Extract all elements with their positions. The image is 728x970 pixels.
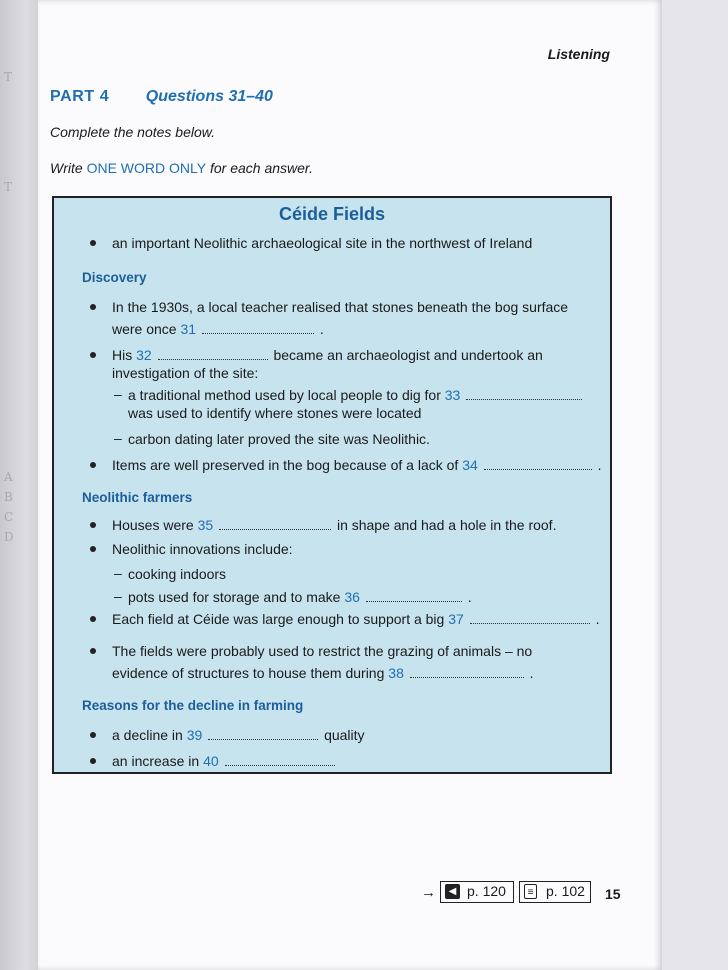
note-line-3b: was used to identify where stones were located bbox=[128, 405, 422, 421]
answer-gap-32[interactable] bbox=[158, 347, 268, 360]
bullet-icon bbox=[90, 732, 96, 738]
transcript-page-ref: p. 102 bbox=[546, 883, 585, 899]
note-line-7: Neolithic innovations include: bbox=[112, 541, 293, 557]
text: quality bbox=[324, 727, 365, 743]
question-number-38: 38 bbox=[388, 665, 404, 681]
answer-gap-34[interactable] bbox=[484, 457, 592, 470]
note-line-q36 bbox=[128, 588, 472, 606]
note-line-4: carbon dating later proved the site was Neolithic. bbox=[128, 431, 430, 447]
text: His bbox=[112, 347, 133, 363]
instruction-word-limit bbox=[50, 160, 313, 176]
question-number-36: 36 bbox=[344, 589, 360, 605]
section-farmers: Neolithic farmers bbox=[82, 490, 193, 505]
background-surface bbox=[662, 0, 728, 970]
bullet-icon bbox=[90, 522, 96, 528]
section-discovery: Discovery bbox=[82, 270, 147, 285]
question-number-31: 31 bbox=[180, 321, 197, 337]
text: . bbox=[467, 589, 472, 605]
bullet-icon bbox=[90, 352, 96, 358]
bullet-icon bbox=[90, 304, 96, 310]
text: . bbox=[319, 321, 324, 337]
text: were once bbox=[112, 321, 177, 337]
text: became an archaeologist and undertook an bbox=[273, 347, 543, 363]
note-line-q38 bbox=[112, 664, 534, 682]
note-line-q32 bbox=[112, 346, 543, 364]
transcript-reference[interactable] bbox=[519, 881, 591, 903]
note-line-q40 bbox=[112, 752, 337, 770]
question-number-35: 35 bbox=[197, 517, 214, 533]
question-number-33: 33 bbox=[444, 387, 461, 403]
question-number-40: 40 bbox=[203, 753, 219, 769]
text: Items are well preserved in the bog because of a lack of bbox=[112, 457, 459, 473]
text: a decline in bbox=[112, 727, 183, 743]
document-icon: ≡ bbox=[524, 884, 537, 899]
note-line-8: cooking indoors bbox=[128, 566, 227, 582]
instruction-complete: Complete the notes below. bbox=[50, 124, 215, 140]
text: a traditional method used by local people to dig for bbox=[128, 387, 441, 403]
text: . bbox=[597, 457, 602, 473]
note-line-q33 bbox=[128, 386, 584, 404]
arrow-right-icon: → bbox=[421, 884, 436, 901]
note-line-q37 bbox=[112, 610, 599, 628]
bullet-icon bbox=[90, 648, 96, 654]
bullet-icon bbox=[90, 546, 96, 552]
dash: – bbox=[114, 565, 122, 581]
answer-gap-36[interactable] bbox=[366, 589, 462, 602]
notes-box bbox=[52, 196, 612, 774]
answer-gap-31[interactable] bbox=[202, 321, 314, 334]
bullet-icon bbox=[90, 616, 96, 622]
text: . bbox=[595, 611, 600, 627]
answer-gap-40[interactable] bbox=[225, 753, 335, 766]
text: evidence of structures to house them during bbox=[112, 665, 385, 681]
text: in shape and had a hole in the roof. bbox=[336, 517, 557, 533]
bullet-icon bbox=[90, 758, 96, 764]
question-number-39: 39 bbox=[186, 727, 203, 743]
note-line-q39 bbox=[112, 726, 365, 744]
word-limit-highlight: ONE WORD ONLY bbox=[86, 160, 207, 176]
answer-gap-37[interactable] bbox=[470, 611, 590, 624]
audio-page-ref: p. 120 bbox=[467, 883, 506, 899]
text: pots used for storage and to make bbox=[128, 589, 341, 605]
part-label: PART 4 bbox=[50, 88, 110, 105]
part-heading bbox=[50, 88, 273, 106]
adjacent-page-edge: T T A B C D bbox=[0, 0, 42, 970]
note-line-q34 bbox=[112, 456, 601, 474]
question-number-34: 34 bbox=[462, 457, 478, 473]
bullet-icon bbox=[90, 240, 96, 246]
answer-gap-38[interactable] bbox=[410, 665, 524, 678]
note-line-q35 bbox=[112, 516, 556, 534]
audio-reference[interactable] bbox=[440, 881, 514, 903]
question-number-37: 37 bbox=[448, 611, 464, 627]
answer-gap-33[interactable] bbox=[466, 387, 582, 400]
dash: – bbox=[114, 386, 122, 402]
note-line-q31 bbox=[112, 320, 324, 338]
note-line-2b: investigation of the site: bbox=[112, 365, 259, 381]
answer-gap-35[interactable] bbox=[219, 517, 331, 530]
question-number-32: 32 bbox=[136, 347, 152, 363]
page-number: 15 bbox=[605, 886, 621, 902]
answer-gap-39[interactable] bbox=[208, 727, 318, 740]
text: Each field at Céide was large enough to support a big bbox=[112, 611, 445, 627]
section-header: Listening bbox=[547, 46, 610, 62]
note-line-1a: In the 1930s, a local teacher realised that stones beneath the bog surface bbox=[112, 299, 569, 315]
instruction-post: for each answer. bbox=[206, 160, 313, 176]
note-line-11a: The fields were probably used to restrict the grazing of animals – no bbox=[112, 643, 533, 659]
intro-text: an important Neolithic archaeological site in the northwest of Ireland bbox=[112, 235, 533, 251]
dash: – bbox=[114, 430, 122, 446]
text: . bbox=[529, 665, 534, 681]
section-decline: Reasons for the decline in farming bbox=[82, 698, 304, 713]
dash: – bbox=[114, 588, 122, 604]
instruction-pre: Write bbox=[50, 160, 87, 176]
text: Houses were bbox=[112, 517, 194, 533]
speaker-icon: ◀ bbox=[445, 884, 460, 899]
bullet-icon bbox=[90, 462, 96, 468]
questions-range: Questions 31–40 bbox=[145, 88, 273, 105]
notes-title: Céide Fields bbox=[278, 204, 386, 224]
text: an increase in bbox=[112, 753, 200, 769]
